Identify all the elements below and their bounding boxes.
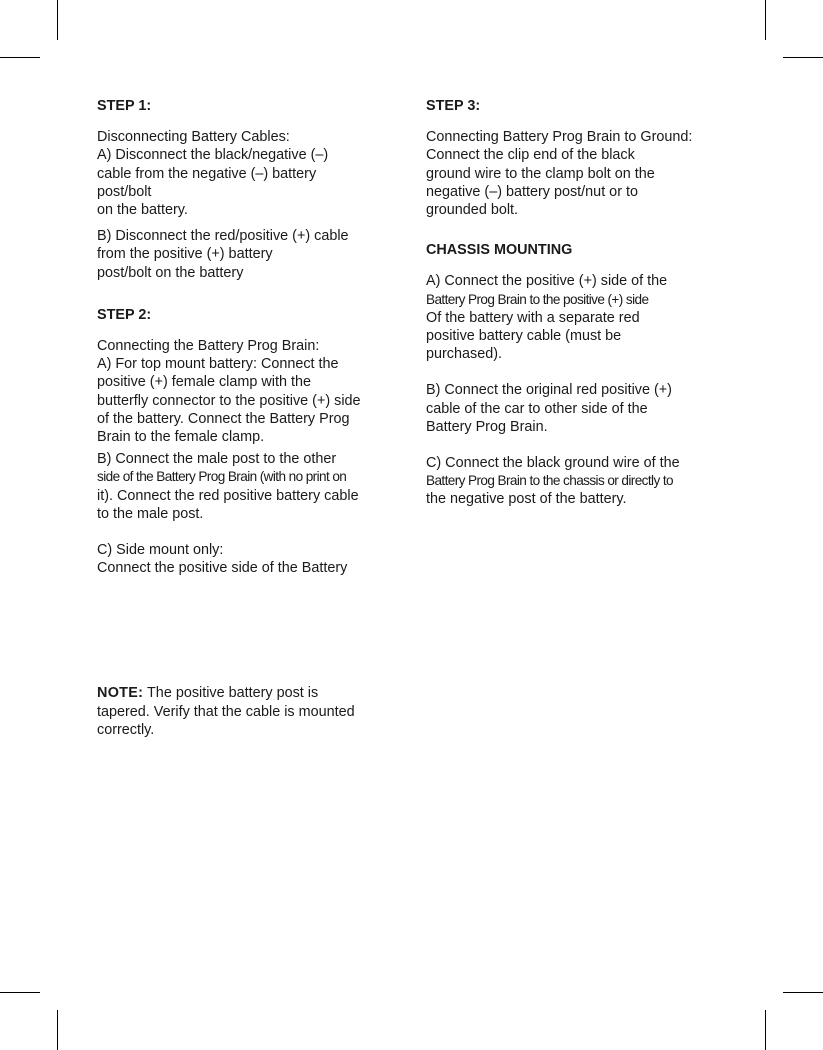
step2-b-line: B) Connect the male post to the other [97,451,337,468]
chassis-b [426,381,736,436]
step2-b-line: it). Connect the red positive battery cable [97,487,359,504]
step2-a-line: Brain to the female clamp. [97,429,265,446]
step2-a-line: of the battery. Connect the Battery Prog [97,410,350,427]
note-text: The positive battery post is [143,685,319,702]
step1-b-line: B) Disconnect the red/positive (+) cable [97,228,349,245]
step3-heading: STEP 3: [426,98,481,114]
step2-a-line: butterfly connector to the positive (+) side [97,392,361,409]
step2-a-line: A) For top mount battery: Connect the [97,356,339,373]
crop-mark [57,0,58,40]
step2-b [97,450,407,523]
chassis-a-line: Of the battery with a separate red [426,309,640,326]
chassis-a-line: A) Connect the positive (+) side of the [426,273,668,290]
chassis-a-line: positive battery cable (must be [426,328,622,345]
chassis-c-line: the negative post of the battery. [426,491,627,508]
chassis-a-line: purchased). [426,346,502,363]
step3-line: ground wire to the clamp bolt on the [426,165,655,182]
step1-a-line: on the battery. [97,202,188,219]
chassis-c-line: C) Connect the black ground wire of the [426,455,680,472]
chassis-b-line: B) Connect the original red positive (+) [426,382,672,399]
step2-heading: STEP 2: [97,306,152,323]
step1-a-line: A) Disconnect the black/negative (–) [97,147,329,164]
note-label: NOTE: [97,685,144,702]
step2-c [97,541,407,577]
chassis-a-line: Battery Prog Brain to the positive (+) side [426,291,649,307]
step1-b-line: post/bolt on the battery [97,264,244,281]
note-line [97,684,407,702]
chassis-b-line: Battery Prog Brain. [426,418,548,435]
step3-line: Connect the clip end of the black [426,147,635,164]
crop-mark [57,1010,58,1050]
note-block [97,684,407,739]
step2-a-line: positive (+) female clamp with the [97,374,311,391]
note-line: correctly. [97,721,155,738]
step2-c-line: C) Side mount only: [97,542,224,559]
chassis-a [426,272,736,363]
step1-heading: STEP 1: [97,98,152,114]
step3-line: Connecting Battery Prog Brain to Ground: [426,129,693,146]
crop-mark [0,57,40,58]
step2-body [97,337,407,446]
chassis-b-line: cable of the car to other side of the [426,400,648,417]
step2-b-line: to the male post. [97,505,204,522]
step1-title: Disconnecting Battery Cables: [97,129,290,146]
step1-b-line: from the positive (+) battery [97,246,273,263]
crop-mark [0,992,40,993]
step2-c-line: Connect the positive side of the Battery [97,560,348,577]
step1-a-line: cable from the negative (–) battery [97,165,317,182]
crop-mark [765,0,766,40]
step1-body [97,128,407,219]
step3-body [426,128,736,219]
crop-mark [783,992,823,993]
right-column [426,97,736,509]
step3-line: grounded bolt. [426,202,519,219]
left-column [97,97,407,739]
step2-title: Connecting the Battery Prog Brain: [97,338,320,355]
crop-mark [765,1010,766,1050]
step1-b [97,227,407,282]
chassis-heading: CHASSIS MOUNTING [426,242,573,259]
step1-a-line: post/bolt [97,183,152,200]
step2-b-line: side of the Battery Prog Brain (with no print on [97,469,347,485]
chassis-c-line: Battery Prog Brain to the chassis or directly to [426,473,673,489]
chassis-c [426,454,736,509]
crop-mark [783,57,823,58]
step3-line: negative (–) battery post/nut or to [426,183,638,200]
note-line: tapered. Verify that the cable is mounted [97,703,355,720]
